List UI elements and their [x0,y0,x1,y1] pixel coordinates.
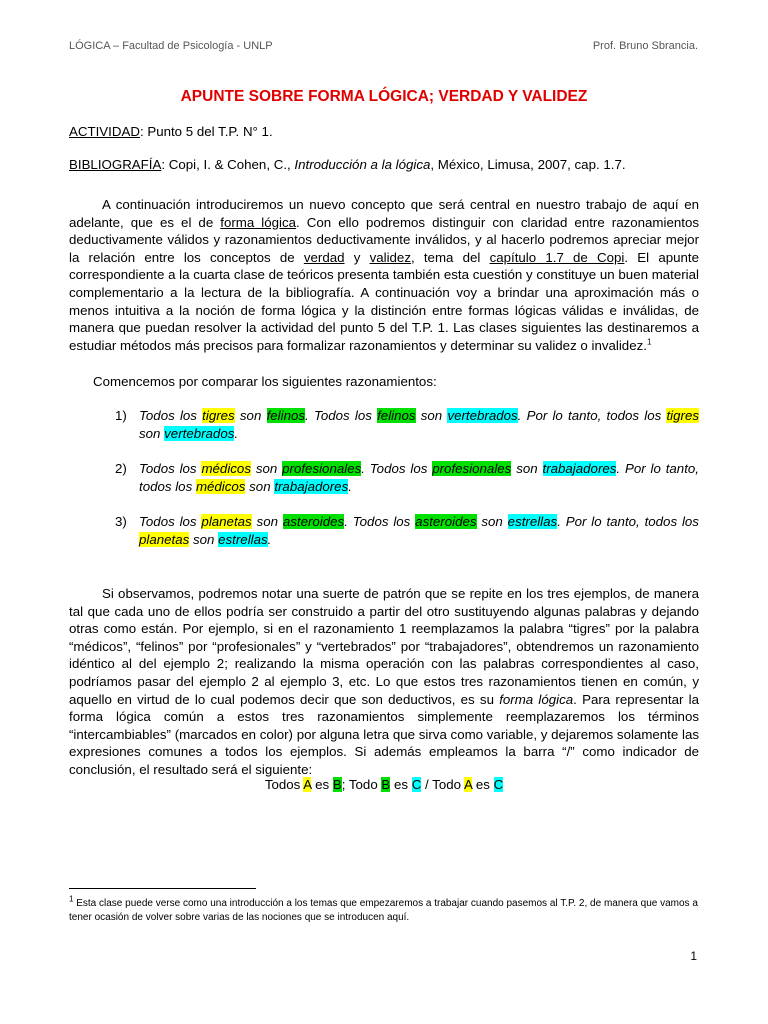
p3-emphasis: forma lógica [499,691,574,707]
footnote-ref: 1 [646,337,652,347]
term-a: médicos [201,461,251,476]
variable-b: B [332,777,342,792]
p1-text-b: . Con ello podremos distinguir con claridad entre razonamientos deductivamente válidos y razonamientos deductivamente inválidos, y al hacerlo podremos apreciar mejor la relación entre los conceptos de [69,214,699,265]
term-a: tigres [666,408,699,423]
link-forma-logica: forma lógica [220,214,297,230]
p1-text-a: A continuación introduciremos un nuevo concepto que será central en nuestro trabajo de aquí en adelante, que es el de [69,197,699,230]
term-a: tigres [202,408,235,423]
term-c: vertebrados [164,425,235,441]
p3-text-b: . Para representar la forma lógica común a estos tres razonamientos simplemente reemplazaremos los términos “intercambiables” (marcados en color) por alguna letra que sirva como variable, y dejaremos solamente las expresiones comunes a todos los ejemplos. Si además empleamos la barra “/” como indicador de conclusión, el resultado será el siguiente: [69,691,699,777]
term-c: trabajadores [274,478,349,494]
term-b: profesionales [432,461,512,476]
footnote-divider [69,888,256,889]
term-b: asteroides [415,514,477,529]
term-b: felinos [266,408,306,423]
term-a: planetas [201,514,252,529]
term-a: planetas [139,531,190,547]
paragraph-pattern [69,585,699,779]
term-capitulo: capítulo 1.7 de Copi [489,249,625,265]
p1-text-c: y [344,249,370,265]
page-number: 1 [690,949,697,963]
actividad-label: ACTIVIDAD [69,124,140,139]
footnote-text: Esta clase puede verse como una introducción a los temas que empezaremos a trabajar cuando pasemos al T.P. 2, de manera que vamos a tener ocasión de volver sobre varias de las nociones que se introducen aquí. [69,898,698,923]
page-title: APUNTE SOBRE FORMA LÓGICA; VERDAD Y VALIDEZ [180,88,588,105]
term-b: felinos [377,408,416,423]
example-number: 1) [115,408,127,423]
term-a: médicos [195,478,246,494]
term-c: vertebrados [447,408,518,423]
term-b: asteroides [282,514,345,529]
actividad-line [69,124,273,139]
logical-form-formula: Todos A es B; Todo B es C / Todo A es C [264,777,504,792]
term-c: estrellas [507,514,558,529]
paragraph-compare: Comencemos por comparar los siguientes razonamientos: [93,374,437,389]
bibliografia-book: Introducción a la lógica [294,157,431,172]
p1-text-d: , tema del [410,249,490,265]
header-course: LÓGICA – Facultad de Psicología - UNLP [69,40,273,52]
footnote [69,894,699,925]
bibliografia-pre: : Copi, I. & Cohen, C., [161,157,295,172]
term-b: profesionales [282,461,362,476]
example-1: 1) Todos los tigres son felinos. Todos los felinos son vertebrados. Por lo tanto, todos los tigres son vertebrados. [115,408,699,441]
term-c: estrellas [218,531,268,547]
footnote-number: 1 [69,894,74,904]
variable-c: C [493,777,504,792]
example-number: 2) [115,461,127,476]
bibliografia-line [69,157,626,172]
term-verdad: verdad [303,249,345,265]
example-2: 2) Todos los médicos son profesionales. Todos los profesionales son trabajadores. Por lo tanto, todos los médicos son trabajadores. [115,461,699,494]
p3-text-a: Si observamos, podremos notar una suerte de patrón que se repite en los tres ejemplos, de manera tal que cada uno de ellos podría ser construido a partir del otro sustituyendo algunas palabras y dejando otras como están. Por ejemplo, si en el razonamiento 1 reemplazamos la palabra “tigres” por la palabra “médicos”, “felinos” por “profesionales” y “vertebrados” por “trabajadores”, obtendremos un razonamiento idéntico al del ejemplo 2; realizando la misma operación con las palabras correspondientes al caso, podríamos pasar del ejemplo 2 al ejemplo 3, etc. Lo que estos tres razonamientos tienen en común, y aquello en virtud de lo cual podemos decir que son deductivos, es su [69,586,699,707]
term-c: trabajadores [542,461,617,476]
bibliografia-label: BIBLIOGRAFÍA [69,157,162,172]
bibliografia-post: , México, Limusa, 2007, cap. 1.7. [430,157,626,172]
example-number: 3) [115,514,127,529]
variable-a: A [303,777,312,792]
header-professor: Prof. Bruno Sbrancia. [592,40,698,52]
example-3: 3) Todos los planetas son asteroides. Todos los asteroides son estrellas. Por lo tanto, todos los planetas son estrellas. [115,514,699,547]
actividad-text: : Punto 5 del T.P. N° 1. [139,124,273,139]
term-validez: validez [369,249,411,265]
variable-a: A [463,777,473,792]
variable-b: B [381,777,391,792]
paragraph-intro [69,196,699,354]
variable-c: C [411,777,422,792]
p1-text-e: . El apunte correspondiente a la cuarta clase de teóricos presenta también esta cuestión y constituye un buen material complementario a la lectura de la bibliografía. A continuación voy a brindar una aproximación más o menos intuitiva a la noción de forma lógica y la distinción entre formas lógicas válidas e inválidas, de manera que puedan resolver la actividad del punto 5 del T.P. 1. Las clases siguientes las destinaremos a estudiar métodos más precisos para formalizar razonamientos y determinar su validez o invalidez. [69,249,699,353]
